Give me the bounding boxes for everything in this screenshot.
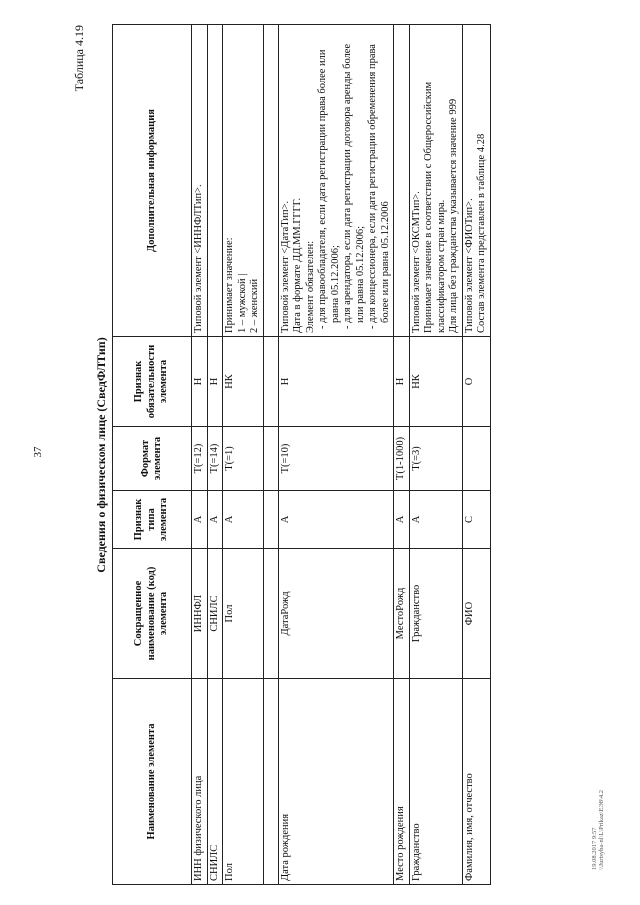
info-line: Типовой элемент <ФИОТип>. xyxy=(463,198,475,333)
cell-short: Пол xyxy=(223,549,264,679)
cell-info xyxy=(278,25,394,337)
cell-required: НК xyxy=(409,337,462,427)
cell-name: ИНН физического лица xyxy=(192,679,208,885)
cell-info xyxy=(207,25,223,337)
info-line: Состав элемента представлен в таблице 4.28 xyxy=(476,133,487,333)
cell-format: T(=10) xyxy=(278,427,394,491)
info-line: Типовой элемент <ИННФЛТип>. xyxy=(193,184,204,333)
table-row xyxy=(207,25,223,885)
table-row xyxy=(192,25,208,885)
cell-short: СНИЛС xyxy=(207,549,223,679)
cell-format xyxy=(462,427,490,491)
footer-line-1: 19.08.2017 9:57 xyxy=(591,827,598,870)
table-row xyxy=(223,25,264,885)
header-format: Формат элемента xyxy=(113,427,192,491)
cell-type: А xyxy=(409,491,462,549)
cell-type: А xyxy=(278,491,394,549)
cell-required: Н xyxy=(192,337,208,427)
table-title: Сведения о физическом лице (СведФЛТип) xyxy=(94,337,108,573)
table-row xyxy=(409,25,462,885)
table-label: Таблица 4.19 xyxy=(72,25,86,92)
info-line: Элемент обязателен: xyxy=(304,240,316,333)
elements-table xyxy=(112,24,491,885)
info-line: Типовой элемент <ОКСМТип>. xyxy=(410,191,422,333)
info-line: Для лица без гражданства указывается значение 999 xyxy=(448,98,459,333)
table-header-row xyxy=(113,25,192,885)
cell-short: МестоРожд xyxy=(394,549,410,679)
cell-type: С xyxy=(462,491,490,549)
cell-short: Гражданство xyxy=(409,549,462,679)
cell-format: T(=12) xyxy=(192,427,208,491)
info-line: Типовой элемент <ДатаТип>. xyxy=(279,200,291,333)
table-row xyxy=(462,25,490,885)
cell-type: А xyxy=(207,491,223,549)
cell-name: Гражданство xyxy=(409,679,462,885)
header-info: Дополнительная информация xyxy=(113,25,192,337)
table-row xyxy=(394,25,410,885)
info-line: - для правообладателя, если дата регистрации права более или равна 05.12.2006; xyxy=(317,49,341,329)
cell-name: Пол xyxy=(223,679,264,885)
cell-format: T(=14) xyxy=(207,427,223,491)
cell-info xyxy=(409,25,462,337)
footer-line-2: \\Jurtsyba-nl\L\Prikaz\EЭ8\4.2 xyxy=(598,790,605,870)
cell-info xyxy=(192,25,208,337)
cell-type: А xyxy=(192,491,208,549)
cell-name: Фамилия, имя, отчество xyxy=(462,679,490,885)
rotated-page-content xyxy=(72,25,600,885)
cell-type: А xyxy=(223,491,264,549)
cell-info xyxy=(462,25,490,337)
header-element-name: Наименование элемента xyxy=(113,679,192,885)
info-line: 2 – женский xyxy=(249,278,260,333)
cell-required: Н xyxy=(278,337,394,427)
cell-type: А xyxy=(394,491,410,549)
info-line: Принимает значение: xyxy=(224,237,235,333)
header-short-name: Сокращенное наименование (код) элемента xyxy=(113,549,192,679)
cell-name: СНИЛС xyxy=(207,679,223,885)
cell-format: T(=1) xyxy=(223,427,264,491)
info-line: Принимает значение в соответствии с Общероссийским классификатором стран мира. xyxy=(423,81,447,333)
cell-required: О xyxy=(462,337,490,427)
cell-required: Н xyxy=(207,337,223,427)
cell-format: T(1-1000) xyxy=(394,427,410,491)
cell-short: ИННФЛ xyxy=(192,549,208,679)
cell-info xyxy=(394,25,410,337)
cell-required: НК xyxy=(223,337,264,427)
cell-info xyxy=(223,25,264,337)
cell-short: ФИО xyxy=(462,549,490,679)
cell-short: ДатаРожд xyxy=(278,549,394,679)
header-type: Признак типа элемента xyxy=(113,491,192,549)
table-row xyxy=(278,25,394,885)
info-line: 1 – мужской | xyxy=(236,273,248,333)
cell-name: Дата рождения xyxy=(278,679,394,885)
info-line: - для арендатора, если дата регистрации договора аренды более или равна 05.12.2006; xyxy=(342,43,366,329)
table-row-spacer xyxy=(263,25,278,885)
cell-required: Н xyxy=(394,337,410,427)
cell-name: Место рождения xyxy=(394,679,410,885)
cell-format: T(=3) xyxy=(409,427,462,491)
page-number: 37 xyxy=(32,446,44,458)
info-line: - для концессионера, если дата регистрации обременения права более или равна 05.12.2006 xyxy=(367,44,391,329)
header-required: Признак обязательности элемента xyxy=(113,337,192,427)
info-line: Дата в формате ДД.ММ.ГГГГ. xyxy=(292,197,303,333)
